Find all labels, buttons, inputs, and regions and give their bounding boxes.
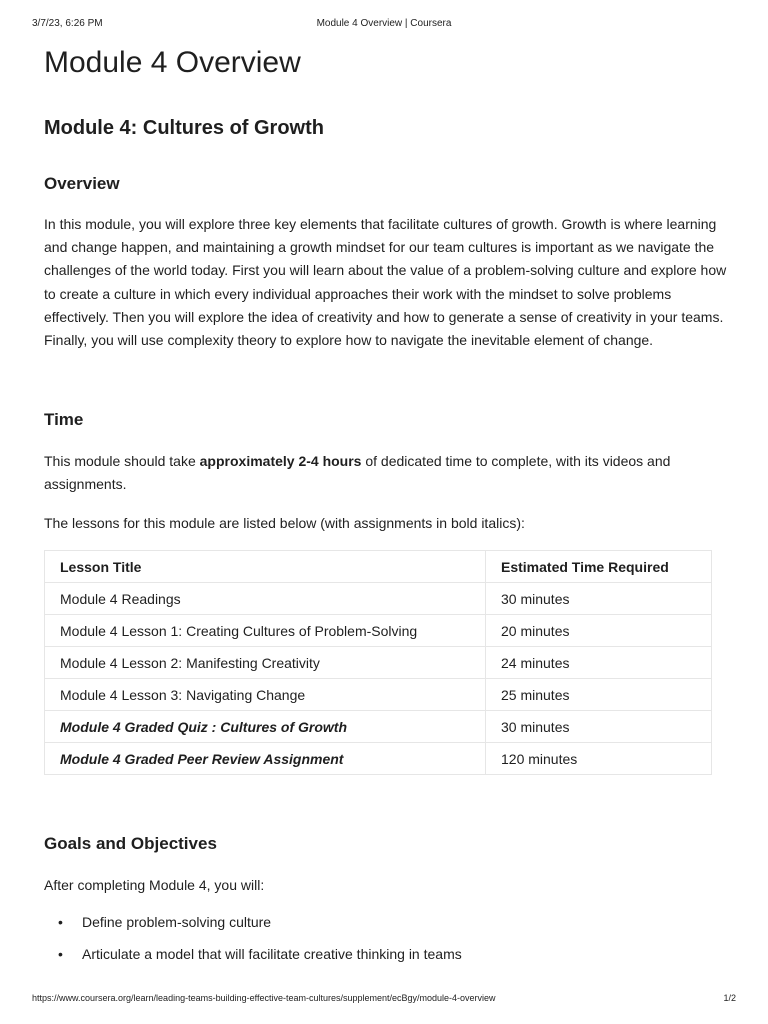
- table-row: [45, 647, 712, 679]
- time-text: [44, 450, 724, 496]
- goals-heading: Goals and Objectives: [44, 834, 217, 853]
- lesson-time: 24 minutes: [486, 647, 712, 679]
- lesson-time: 30 minutes: [486, 711, 712, 743]
- bullet-icon: •: [58, 946, 63, 962]
- goals-list: [44, 910, 462, 974]
- page-number: 1/2: [723, 993, 736, 1003]
- time-text-after: of dedicated time to complete, with its videos and assignments.: [44, 453, 671, 493]
- lesson-time: 20 minutes: [486, 615, 712, 647]
- overview-heading: Overview: [44, 174, 120, 193]
- lesson-time: 30 minutes: [486, 583, 712, 615]
- page-url: https://www.coursera.org/learn/leading-teams-building-effective-team-cultures/supplement/ecBgy/module-4-overview: [32, 993, 496, 1003]
- lesson-title: Module 4 Graded Peer Review Assignment: [45, 743, 486, 775]
- lesson-time: 25 minutes: [486, 679, 712, 711]
- time-text-bold: approximately 2-4 hours: [199, 453, 362, 469]
- table-row: [45, 711, 712, 743]
- print-date: 3/7/23, 6:26 PM: [32, 18, 103, 29]
- time-text-before: This module should take: [44, 453, 200, 469]
- table-row: [45, 583, 712, 615]
- lesson-title: Module 4 Readings: [45, 583, 486, 615]
- table-row: [45, 679, 712, 711]
- lesson-title: Module 4 Graded Quiz : Cultures of Growth: [45, 711, 486, 743]
- print-header: [32, 18, 736, 32]
- overview-text: In this module, you will explore three key elements that facilitate cultures of growth. Growth is where learning and change happen, and maintaining a growth mindset for our team cultures is important as we navigate the challenges of the world today. First you will learn about the value of a problem-solving culture and explore how to create a culture in which every individual approaches their work with the mindset to solve problems effectively. Then you will explore the idea of creativity and how to generate a sense of creativity in your teams. Finally, you will use complexity theory to explore how to navigate the inevitable element of change.: [44, 216, 727, 349]
- bullet-icon: •: [58, 914, 63, 930]
- header-lesson-title: Lesson Title: [45, 551, 486, 583]
- goals-intro: After completing Module 4, you will:: [44, 877, 265, 893]
- lessons-table: [44, 550, 712, 775]
- page-title: Module 4 Overview: [44, 46, 301, 79]
- table-row: [45, 743, 712, 775]
- module-heading: Module 4: Cultures of Growth: [44, 117, 324, 139]
- lesson-title: Module 4 Lesson 3: Navigating Change: [45, 679, 486, 711]
- print-footer: [32, 993, 736, 1007]
- header-estimated-time: Estimated Time Required: [486, 551, 712, 583]
- table-header-row: [45, 551, 712, 583]
- table-row: [45, 615, 712, 647]
- list-item: [44, 942, 462, 974]
- goal-text: Define problem-solving culture: [82, 914, 272, 930]
- time-heading: Time: [44, 410, 84, 429]
- list-item: [44, 910, 462, 942]
- goal-text: Articulate a model that will facilitate creative thinking in teams: [82, 946, 462, 962]
- print-page-title: Module 4 Overview | Coursera: [316, 18, 452, 29]
- lessons-intro: The lessons for this module are listed below (with assignments in bold italics):: [44, 515, 525, 531]
- lesson-time: 120 minutes: [486, 743, 712, 775]
- lesson-title: Module 4 Lesson 1: Creating Cultures of Problem-Solving: [45, 615, 486, 647]
- lesson-title: Module 4 Lesson 2: Manifesting Creativity: [45, 647, 486, 679]
